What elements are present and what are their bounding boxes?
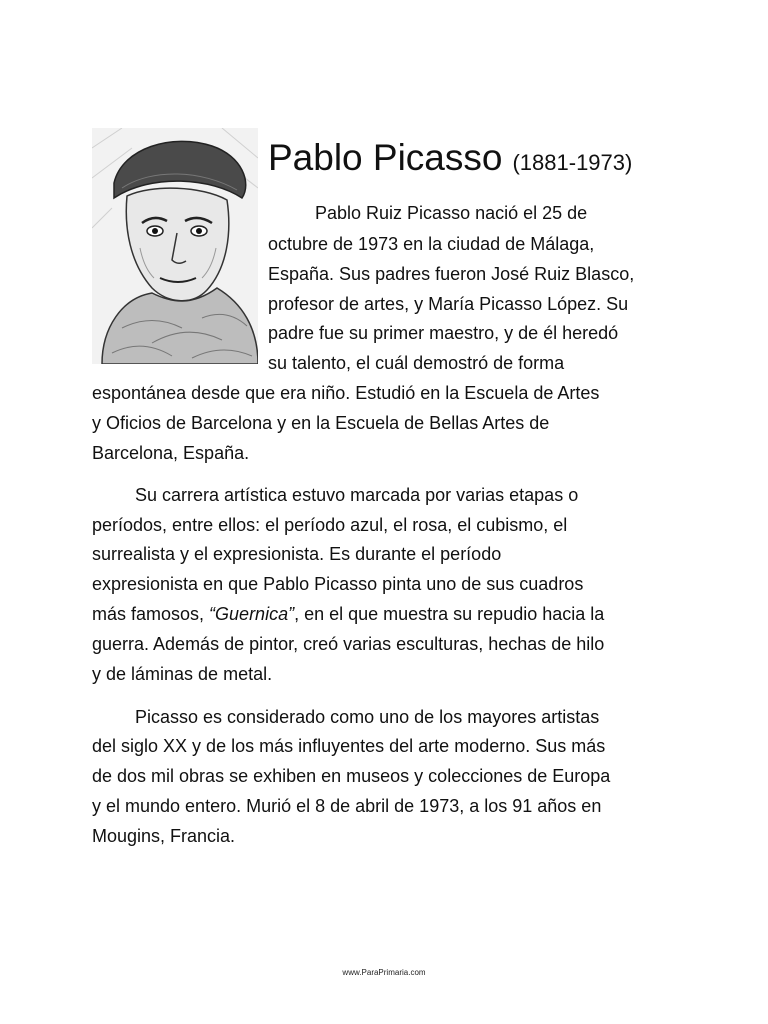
text-line: y el mundo entero. Murió el 8 de abril de 1973, a los 91 años en [92, 796, 602, 816]
text-line: y de láminas de metal. [92, 664, 273, 684]
text-line: Mougins, Francia. [92, 826, 236, 846]
text-line: Pablo Ruiz Picasso nació el 25 de [315, 203, 588, 223]
page-title [268, 128, 708, 188]
guernica-title: “Guernica” [209, 604, 295, 624]
text-line-guernica [92, 599, 692, 629]
text-line: y Oficios de Barcelona y en la Escuela de Bellas Artes de [92, 413, 550, 433]
text-line: de dos mil obras se exhiben en museos y colecciones de Europa [92, 766, 611, 786]
portrait-sketch-icon [92, 128, 258, 364]
text-line: espontánea desde que era niño. Estudió en la Escuela de Artes [92, 383, 600, 403]
text-line: expresionista en que Pablo Picasso pinta uno de sus cuadros [92, 574, 584, 594]
text-line: guerra. Además de pintor, creó varias esculturas, hechas de hilo [92, 634, 605, 654]
text-segment: más famosos, [92, 604, 210, 624]
title-name: Pablo Picasso [268, 137, 503, 178]
text-line: profesor de artes, y María Picasso López. Su [268, 294, 629, 314]
text-line: su talento, el cuál demostró de forma [268, 353, 565, 373]
text-line: surrealista y el expresionista. Es durante el período [92, 544, 502, 564]
text-line: octubre de 1973 en la ciudad de Málaga, [268, 234, 595, 254]
footer-url: www.ParaPrimaria.com [342, 968, 426, 977]
text-line: períodos, entre ellos: el período azul, el rosa, el cubismo, el [92, 515, 568, 535]
text-line: del siglo XX y de los más influyentes del arte moderno. Sus más [92, 736, 606, 756]
title-years: (1881-1973) [512, 150, 633, 175]
text-line: Picasso es considerado como uno de los mayores artistas [135, 707, 600, 727]
text-line: España. Sus padres fueron José Ruiz Blasco, [268, 264, 635, 284]
portrait-image [92, 128, 258, 364]
text-line: Barcelona, España. [92, 443, 250, 463]
text-line: padre fue su primer maestro, y de él heredó [268, 323, 619, 343]
text-segment: , en el que muestra su repudio hacia la [294, 604, 605, 624]
text-line: Su carrera artística estuvo marcada por varias etapas o [135, 485, 579, 505]
